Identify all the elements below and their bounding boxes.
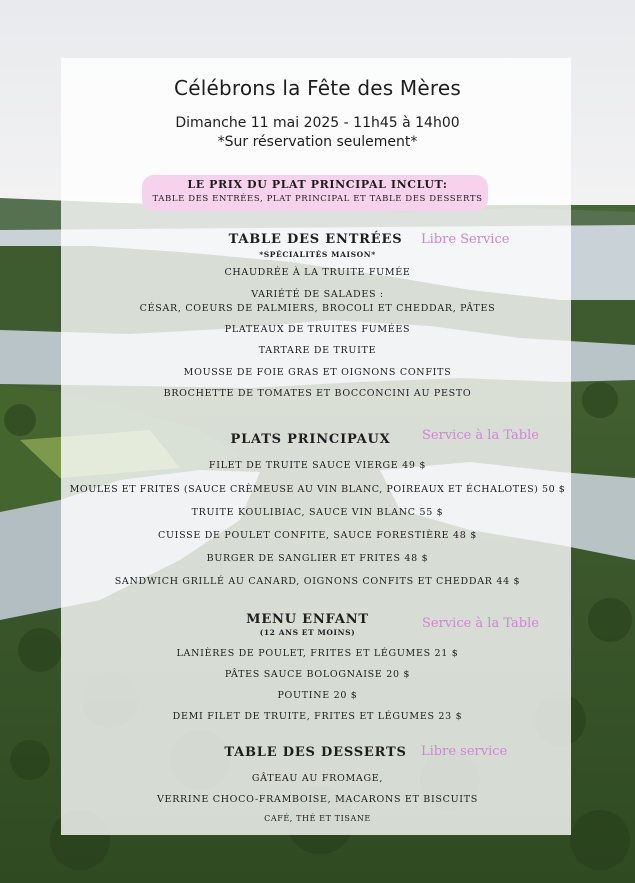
menu-item: MOULES ET FRITES (SAUCE CRÈMEUSE AU VIN BLANC, POIREAUX ET ÉCHALOTES) 50 $ bbox=[69, 484, 566, 495]
menu-item: LANIÈRES DE POULET, FRITES ET LÉGUMES 21 $ bbox=[176, 648, 459, 659]
section-title-principaux: PLATS PRINCIPAUX bbox=[230, 432, 391, 447]
section-title-desserts: TABLE DES DESSERTS bbox=[224, 745, 407, 760]
page-title: Célébrons la Fête des Mères bbox=[174, 76, 461, 100]
reservation-note: *Sur réservation seulement* bbox=[217, 134, 418, 150]
menu-item: CUISSE DE POULET CONFITE, SAUCE FORESTIÈRE 48 $ bbox=[158, 530, 477, 541]
service-label-entrees: Libre Service bbox=[421, 232, 510, 247]
section-note-entrees: *SPÉCIALITÉS MAISON* bbox=[259, 250, 376, 259]
price-banner-line2: TABLE DES ENTRÉES, PLAT PRINCIPAL ET TABLE DES DESSERTS bbox=[152, 194, 483, 204]
menu-item: TARTARE DE TRUITE bbox=[258, 345, 377, 356]
price-banner-line1: LE PRIX DU PLAT PRINCIPAL INCLUT: bbox=[187, 178, 448, 191]
service-label-principaux: Service à la Table bbox=[422, 428, 539, 443]
menu-item: SANDWICH GRILLÉ AU CANARD, OIGNONS CONFITS ET CHEDDAR 44 $ bbox=[114, 576, 521, 587]
menu-item: CÉSAR, COEURS DE PALMIERS, BROCOLI ET CHEDDAR, PÂTES bbox=[139, 303, 496, 314]
service-label-enfant: Service à la Table bbox=[422, 616, 539, 631]
menu-item: GÂTEAU AU FROMAGE, bbox=[251, 773, 384, 784]
menu-item: CHAUDRÉE À LA TRUITE FUMÉE bbox=[224, 267, 411, 278]
menu-item: VERRINE CHOCO-FRAMBOISE, MACARONS ET BISCUITS bbox=[157, 794, 478, 805]
section-note-enfant: (12 ANS ET MOINS) bbox=[259, 628, 356, 637]
menu-item: BURGER DE SANGLIER ET FRITES 48 $ bbox=[206, 553, 429, 564]
menu-item: DEMI FILET DE TRUITE, FRITES ET LÉGUMES 23 $ bbox=[172, 711, 463, 722]
event-date-line: Dimanche 11 mai 2025 - 11h45 à 14h00 bbox=[175, 115, 460, 131]
menu-item: MOUSSE DE FOIE GRAS ET OIGNONS CONFITS bbox=[183, 367, 452, 378]
menu-item: CAFÉ, THÉ ET TISANE bbox=[264, 814, 371, 823]
menu-item: VARIÉTÉ DE SALADES : bbox=[251, 289, 384, 300]
menu-item: FILET DE TRUITE SAUCE VIERGE 49 $ bbox=[208, 460, 427, 471]
service-label-desserts: Libre service bbox=[421, 744, 508, 759]
menu-item: BROCHETTE DE TOMATES ET BOCCONCINI AU PESTO bbox=[163, 388, 472, 399]
menu-item: PÂTES SAUCE BOLOGNAISE 20 $ bbox=[224, 669, 411, 680]
menu-item: PLATEAUX DE TRUITES FUMÉES bbox=[224, 324, 411, 335]
menu-item: TRUITE KOULIBIAC, SAUCE VIN BLANC 55 $ bbox=[191, 507, 444, 518]
menu-item: POUTINE 20 $ bbox=[277, 690, 358, 701]
section-title-enfant: MENU ENFANT bbox=[246, 612, 369, 627]
section-title-entrees: TABLE DES ENTRÉES bbox=[228, 232, 403, 247]
